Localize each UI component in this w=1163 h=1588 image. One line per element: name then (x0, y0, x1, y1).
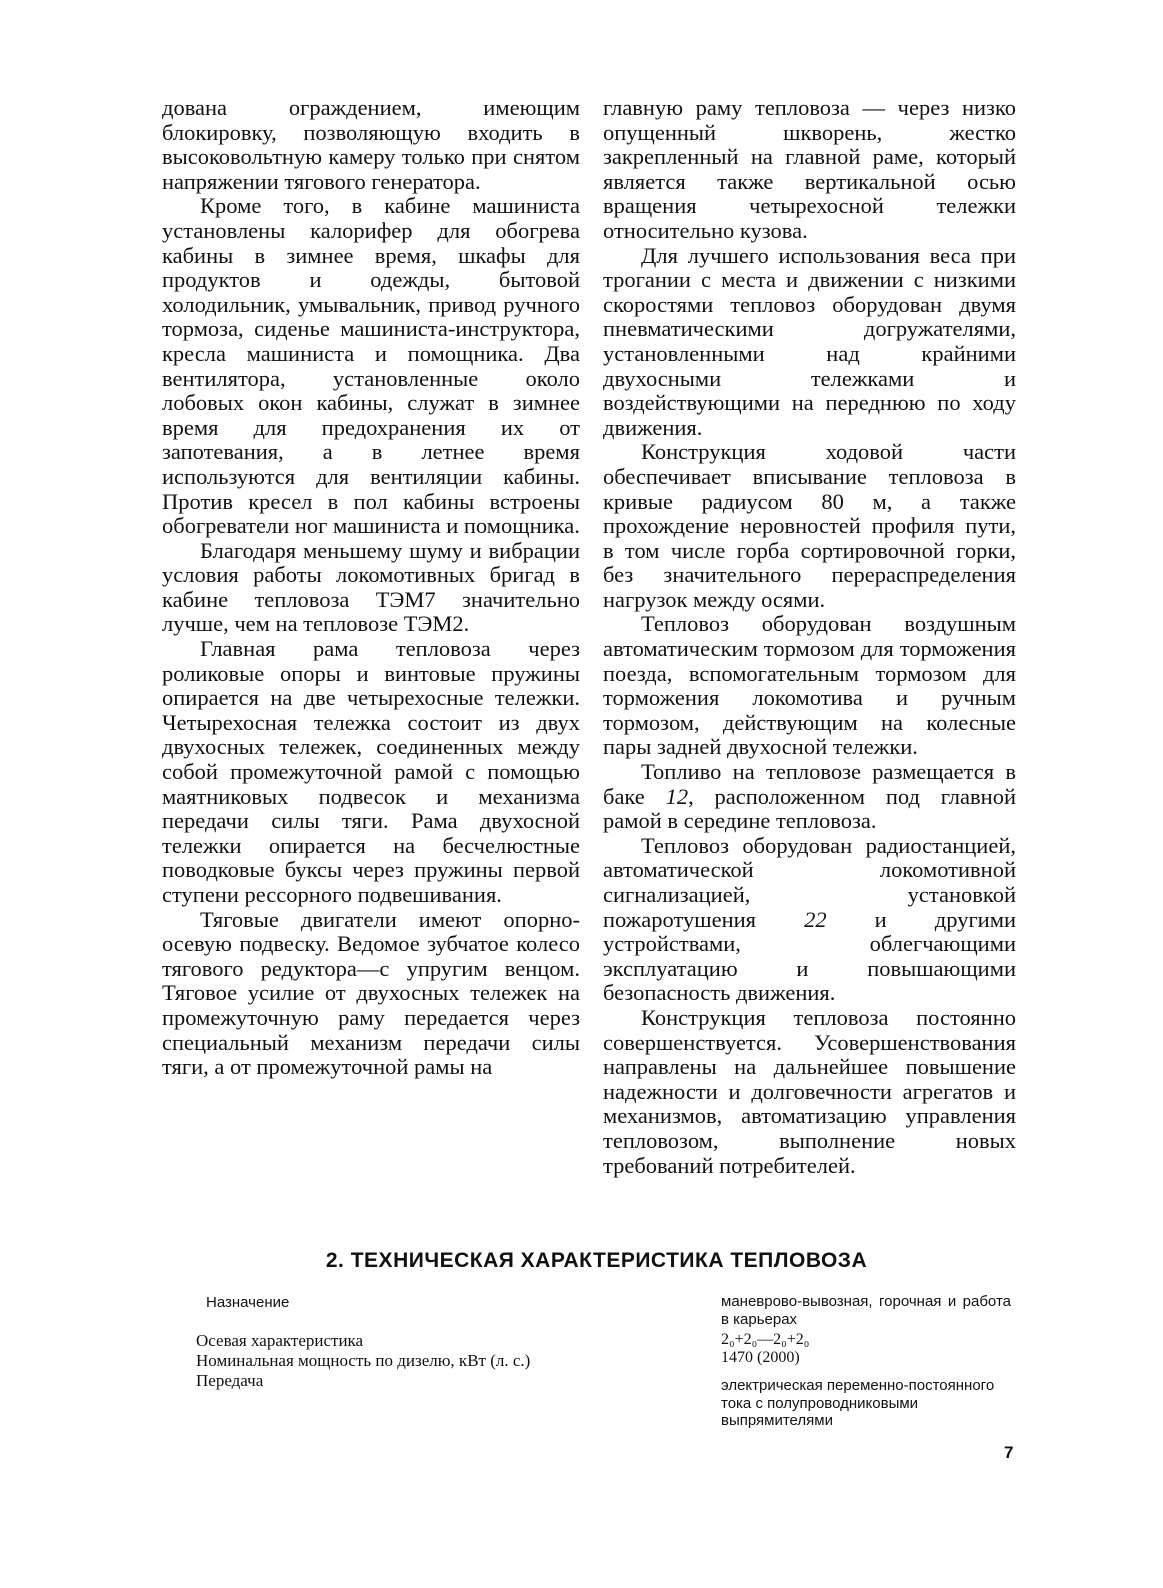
figure-reference: 12 (665, 783, 689, 809)
paragraph: дована ограждением, имеющим блокировку, позволяющую входить в высоковольтную камеру только при снятом напряжении тягового генератора. (162, 95, 580, 194)
spec-value-purpose: маневрово-вывозная, горочная и работа в карьерах (721, 1293, 1011, 1328)
paragraph-text: Тепловоз оборудован радиостанцией, автоматической локомотивной сигнализацией, установкой пожаротушения (603, 832, 1016, 932)
spec-label-purpose: Назначение (206, 1294, 290, 1311)
paragraph (603, 834, 1016, 1006)
paragraph: Конструкция ходовой части обеспечивает вписывание тепловоза в кривые радиусом 80 м, а также прохождение неровностей профиля пути, в том числе горба сортировочной горки, без значительного перераспределения нагрузок между осями. (603, 439, 1016, 612)
paragraph: Тепловоз оборудован воздушным автоматическим тормозом для торможения поезда, вспомогательным тормозом для торможения локомотива и ручным тормозом, действующим на колесные пары задней двухосной тележки. (603, 611, 1016, 760)
paragraph-text: и другими устройствами, облегчающими эксплуатацию и повышающими безопасность движения. (603, 906, 1017, 1006)
paragraph: Главная рама тепловоза через роликовые опоры и винтовые пружины опирается на две четырехосные тележки. Четырехосная тележка состоит из двух двухосных тележек, соединенных между собой промежуточной рамой с помощью маятниковых подвесок и механизма передачи силы тяги. Рама двухосной тележки опирается на бесчелюстные поводковые буксы через пружины первой ступени рессорного подвешивания. (162, 636, 580, 907)
spec-values (721, 1331, 1011, 1366)
paragraph (603, 760, 1016, 834)
spec-label-transmission: Передача (196, 1371, 264, 1390)
paragraph: главную раму тепловоза — через низко опущенный шкворень, жестко закрепленный на главной раме, который является также вертикальной осью вращения четырехосной тележки относительно кузова. (603, 95, 1016, 243)
figure-reference: 22 (804, 906, 827, 932)
section-heading: 2. ТЕХНИЧЕСКАЯ ХАРАКТЕРИСТИКА ТЕПЛОВОЗА (325, 1249, 868, 1272)
paragraph: Для лучшего использования веса при трогании с места и движении с низкими скоростями тепловоз оборудован двумя пневматическими догружателями, установленными над крайними двухосными тележками и воздействующими на переднюю по ходу движения. (603, 242, 1016, 440)
spec-value-axle: 2₀+2₀—2₀+2₀ (721, 1331, 810, 1348)
spec-label-power: Номинальная мощность по дизелю, кВт (л. с.) (196, 1351, 531, 1370)
spec-label-axle: Осевая характеристика (196, 1331, 364, 1350)
spec-value-power: 1470 (2000) (721, 1348, 800, 1366)
paragraph: Конструкция тепловоза постоянно совершенствуется. Усовершенствования направлены на дальнейшее повышение надежности и долговечности агрегатов и механизмов, автоматизацию управления тепловозом, выполнение новых требований потребителей. (603, 1004, 1016, 1178)
spec-labels (196, 1331, 626, 1391)
paragraph: Кроме того, в кабине машиниста установлены калорифер для обогрева кабины в зимнее время, шкафы для продуктов и одежды, бытовой холодильник, умывальник, привод ручного тормоза, сиденье машиниста-инструктора, кресла машиниста и помощника. Два вентилятора, установленные около лобовых окон кабины, служат в зимнее время для предохранения их от запотевания, а в летнее время используются для вентиляции кабины. Против кресел в пол кабины встроены обогреватели ног машиниста и помощника. (162, 193, 580, 539)
right-text-column (603, 96, 1016, 1178)
page-number: 7 (1004, 1443, 1014, 1462)
paragraph-text: Топливо на тепловозе размещается в баке (603, 759, 1016, 809)
paragraph: Тяговые двигатели имеют опорно-осевую подвеску. Ведомое зубчатое колесо тягового редуктора—с упругим венцом. Тяговое усилие от двухосных тележек на промежуточную раму передается через специальный механизм передачи силы тяги, а от промежуточной рамы на (162, 906, 580, 1080)
spec-value-transmission: электрическая переменно-постоянного тока с полупроводниковыми выпрямителями (721, 1377, 995, 1430)
paragraph: Благодаря меньшему шуму и вибрации условия работы локомотивных бригад в кабине тепловоза ТЭМ7 значительно лучше, чем на тепловозе ТЭМ2. (162, 537, 580, 637)
paragraph-text: , расположенном под главной рамой в середине тепловоза. (603, 783, 1016, 834)
left-text-column (162, 96, 580, 1080)
